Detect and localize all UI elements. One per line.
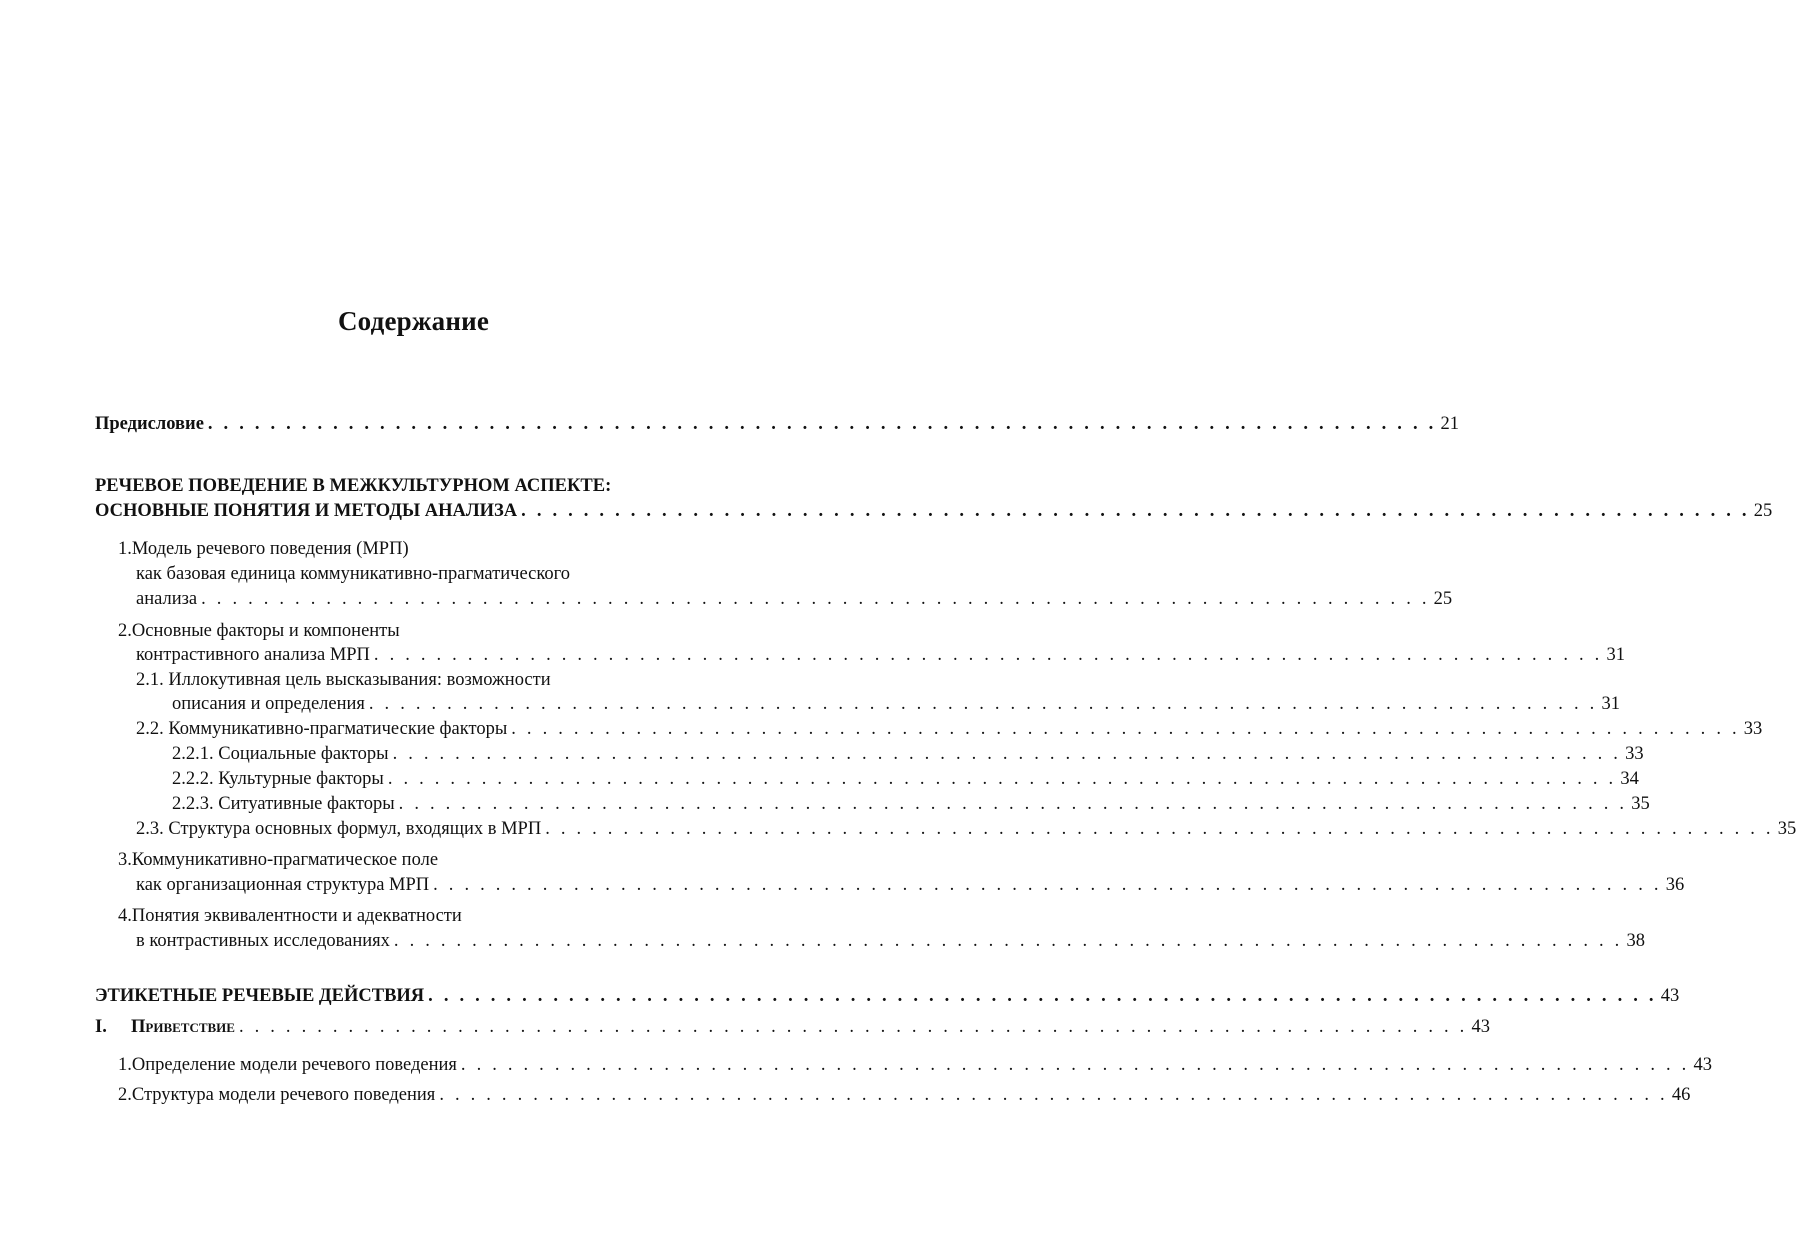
toc-entry-label: ОСНОВНЫЕ ПОНЯТИЯ И МЕТОДЫ АНАЛИЗА <box>95 501 518 521</box>
toc-entry-part1 <box>95 499 1773 523</box>
toc-entry-number: 1. <box>118 1055 132 1075</box>
toc-entry-2-2-2 <box>172 767 1639 791</box>
toc-entry-label: Приветствие <box>131 1017 235 1037</box>
toc-entry-label: Модель речевого поведения (МРП) <box>131 539 409 559</box>
toc-page-number: 31 <box>1601 694 1620 714</box>
dot-leader: . . . . . . . . . . . . . . . . . . . . . . . . . . . . . . . . . . . . . . . . . . . . . . . . . . . . . . . . . . . . . . . . . . . . . . . . . . . . . . . <box>207 414 1437 434</box>
toc-entry-label: Предисловие <box>95 414 204 434</box>
toc-entry-2 <box>136 643 1625 667</box>
toc-page-number: 36 <box>1665 875 1685 895</box>
dot-leader: . . . . . . . . . . . . . . . . . . . . . . . . . . . . . . . . . . . . . . . . . . . . . . . . . . . . . . . . . . . . . . . . . . . . . . . . . . . . . . . <box>392 744 1622 764</box>
toc-entry-label: анализа <box>136 589 198 609</box>
toc-page-number: 31 <box>1606 645 1625 665</box>
dot-leader: . . . . . . . . . . . . . . . . . . . . . . . . . . . . . . . . . . . . . . . . . . . . . . . . . . . . . . . . . . . . . . . . . . . . . . . . . . . . . . . <box>511 719 1740 739</box>
dot-leader: . . . . . . . . . . . . . . . . . . . . . . . . . . . . . . . . . . . . . . . . . . . . . . . . . . . . . . . . . . . . . . . . . . . . . . . . . . . . . . . <box>433 875 1662 895</box>
dot-leader: . . . . . . . . . . . . . . . . . . . . . . . . . . . . . . . . . . . . . . . . . . . . . . . . . . . . . . . . . . . . . . . . . . . . . . . . . . . . . . . <box>439 1085 1668 1105</box>
toc-entry-chapter-1-2-label-group <box>118 1083 435 1107</box>
toc-entry-label: Структура модели речевого поведения <box>131 1085 436 1105</box>
toc-page-number: 25 <box>1433 589 1453 609</box>
toc-entry-number: 2. <box>118 1085 132 1105</box>
page-title: Содержание <box>337 306 490 336</box>
toc-entry-label: Понятия эквивалентности и адекватности <box>131 906 462 926</box>
toc-entry-3-line1 <box>118 848 438 872</box>
toc-entry-label: в контрастивных исследованиях <box>136 931 390 951</box>
toc-entry-label: Коммуникативно-прагматическое поле <box>131 850 439 870</box>
toc-page-number: 38 <box>1626 931 1645 951</box>
dot-leader: . . . . . . . . . . . . . . . . . . . . . . . . . . . . . . . . . . . . . . . . . . . . . . . . . . . . . . . . . . . . . . . . . . . . . . . . . . . . . . . <box>387 769 1617 789</box>
dot-leader: . . . . . . . . . . . . . . . . . . . . . . . . . . . . . . . . . . . . . . . . . . . . . . . . . . . . . . . . . . . . . . . . . . . . . . . . . . . . . . . <box>428 986 1657 1006</box>
toc-entry-label: 2.2.1. Социальные факторы <box>172 744 389 764</box>
toc-part-heading-line: РЕЧЕВОЕ ПОВЕДЕНИЕ В МЕЖКУЛЬТУРНОМ АСПЕКТЕ: <box>95 476 612 496</box>
toc-entry-2-2 <box>136 717 1763 741</box>
toc-entry-2-3 <box>136 817 1796 841</box>
dot-leader: . . . . . . . . . . . . . . . . . . . . . . . . . . . . . . . . . . . . . . . . . . . . . . . . . . . . . . . . . . . . . . . . . . . . . . . . . . . . . . . <box>398 794 1628 814</box>
toc-entry-number: 3. <box>118 850 132 870</box>
dot-leader: . . . . . . . . . . . . . . . . . . . . . . . . . . . . . . . . . . . . . . . . . . . . . . . . . . . . . . . . . . . . . . . . . . . . . . . . . . . . . . . <box>460 1055 1690 1075</box>
toc-page-number: 33 <box>1625 744 1644 764</box>
toc-page-number: 21 <box>1440 414 1459 434</box>
toc-entry-1-line2: как базовая единица коммуникативно-прагматического <box>136 564 571 584</box>
toc-entry-label: 2.2.3. Ситуативные факторы <box>172 794 395 814</box>
dot-leader: . . . . . . . . . . . . . . . . . . . . . . . . . . . . . . . . . . . . . . . . . . . . . . . . . . . . . . . . . . . . . . . . . . . . . . . . . . . . . . . <box>201 589 1430 609</box>
toc-entry-label: как организационная структура МРП <box>136 875 430 895</box>
toc-entry-2-1-line1: 2.1. Иллокутивная цель высказывания: возможности <box>136 670 551 690</box>
toc-entry-preface <box>95 412 1459 436</box>
toc-entry-1 <box>136 587 1453 611</box>
toc-page-number: 33 <box>1743 719 1763 739</box>
toc-entry-chapter-1-1-label-group <box>118 1053 457 1077</box>
toc-entry-number: 4. <box>118 906 132 926</box>
toc-page-number: 35 <box>1631 794 1650 814</box>
toc-entry-label: Определение модели речевого поведения <box>131 1055 457 1075</box>
toc-entry-part2 <box>95 984 1680 1008</box>
toc-entry-number: 2. <box>118 621 132 641</box>
toc-entry-chapter-1-1 <box>118 1053 1712 1077</box>
toc-entry-3 <box>136 873 1685 897</box>
dot-leader: . . . . . . . . . . . . . . . . . . . . . . . . . . . . . . . . . . . . . . . . . . . . . . . . . . . . . . . . . . . . . . . . . . . . . . . . . . . . . . . <box>368 694 1598 714</box>
dot-leader: . . . . . . . . . . . . . . . . . . . . . . . . . . . . . . . . . . . . . . . . . . . . . . . . . . . . . . . . . . . . . . . . . . . . . . . . . . . . . . . <box>545 819 1774 839</box>
dot-leader: . . . . . . . . . . . . . . . . . . . . . . . . . . . . . . . . . . . . . . . . . . . . . . . . . . . . . . . . . . . . . . . . . . . . . . . . . . . . . . . <box>393 931 1623 951</box>
toc-entry-chapter-1-label-group <box>95 1015 235 1039</box>
toc-page-number: 43 <box>1660 986 1680 1006</box>
toc-entry-label: ЭТИКЕТНЫЕ РЕЧЕВЫЕ ДЕЙСТВИЯ <box>95 986 425 1006</box>
toc-page-number: 46 <box>1671 1085 1691 1105</box>
toc-entry-1-line1 <box>118 537 409 561</box>
toc-entry-2-2-1 <box>172 742 1644 766</box>
toc-page-number: 25 <box>1753 501 1773 521</box>
toc-entry-chapter-1-2 <box>118 1083 1691 1107</box>
toc-entry-label: 2.2. Коммуникативно-прагматические факторы <box>136 719 508 739</box>
toc-entry-number: I. <box>95 1017 107 1037</box>
toc-entry-label: 2.2.2. Культурные факторы <box>172 769 384 789</box>
toc-entry-label: контрастивного анализа МРП <box>136 645 370 665</box>
toc-entry-2-1 <box>172 692 1620 716</box>
toc-entry-2-line1 <box>118 619 400 643</box>
dot-leader: . . . . . . . . . . . . . . . . . . . . . . . . . . . . . . . . . . . . . . . . . . . . . . . . . . . . . . . . . . . . . . . . . . . . . . . . . . . . . . . <box>521 501 1750 521</box>
toc-page-number: 35 <box>1777 819 1796 839</box>
dot-leader: . . . . . . . . . . . . . . . . . . . . . . . . . . . . . . . . . . . . . . . . . . . . . . . . . . . . . . . . . . . . . . . . . . . . . . . . . . . . . . . <box>238 1017 1468 1037</box>
toc-entry-label: описания и определения <box>172 694 365 714</box>
toc-entry-label: 2.3. Структура основных формул, входящих в МРП <box>136 819 542 839</box>
toc-page-number: 43 <box>1471 1017 1490 1037</box>
toc-entry-chapter-1 <box>95 1015 1490 1039</box>
toc-entry-4-line1 <box>118 904 462 928</box>
toc-entry-label: Основные факторы и компоненты <box>131 621 400 641</box>
toc-entry-2-2-3 <box>172 792 1650 816</box>
dot-leader: . . . . . . . . . . . . . . . . . . . . . . . . . . . . . . . . . . . . . . . . . . . . . . . . . . . . . . . . . . . . . . . . . . . . . . . . . . . . . . . <box>373 645 1603 665</box>
toc-page-number: 43 <box>1693 1055 1712 1075</box>
toc-page-number: 34 <box>1620 769 1639 789</box>
toc-entry-number: 1. <box>118 539 132 559</box>
toc-entry-4 <box>136 929 1645 953</box>
